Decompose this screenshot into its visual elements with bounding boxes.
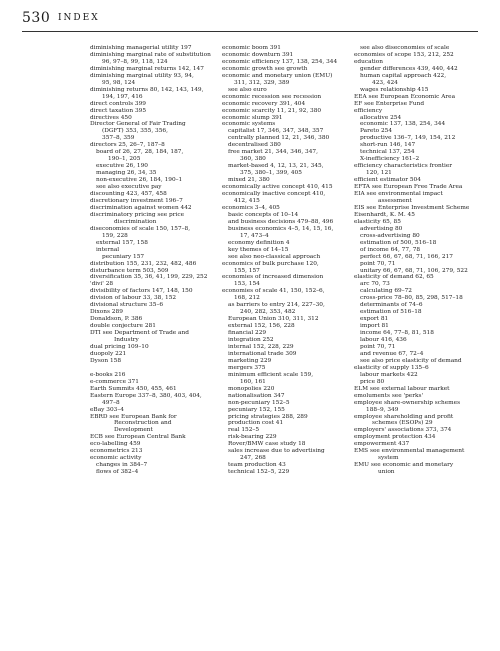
- index-spacer: [90, 365, 205, 372]
- index-entry: 194, 197, 416: [102, 93, 143, 100]
- index-entry: e-books 216: [90, 371, 126, 378]
- index-entry: 155, 157: [234, 267, 260, 274]
- page-header: [0, 10, 500, 32]
- index-entry: directives 450: [90, 114, 132, 121]
- index-entry: integration 252: [228, 337, 274, 344]
- index-entry: Donaldson, P. 386: [90, 316, 143, 323]
- index-entry: economics of bulk purchase 120,: [222, 260, 319, 267]
- index-entry: employee share-ownership schemes: [354, 399, 461, 406]
- index-entry: economics 3–4, 405: [222, 204, 280, 211]
- index-entry: disturbance term 503, 509: [90, 267, 169, 274]
- index-entry: diminishing returns 80, 142, 143, 149,: [90, 86, 204, 93]
- index-entry: employment protection 434: [354, 434, 436, 441]
- index-entry: arc 70, 73: [360, 281, 390, 288]
- index-entry: pricing strategies 288, 289: [228, 413, 308, 420]
- index-entry: 423, 424: [372, 79, 398, 86]
- index-entry: monopolies 220: [228, 385, 275, 392]
- index-entry: discrimination: [114, 218, 157, 225]
- index-entry: internal: [96, 246, 120, 253]
- index-entry: export 81: [360, 316, 389, 323]
- index-entry: economic activity: [90, 455, 142, 462]
- index-entry: 95, 98, 124: [102, 79, 136, 86]
- index-entry: board of 26, 27, 28, 184, 187,: [96, 149, 184, 156]
- index-entry: union: [378, 469, 395, 476]
- index-entry: marketing 229: [228, 357, 272, 364]
- index-entry: income 64, 77–8, 81, 518: [360, 330, 434, 337]
- index-entry: international trade 309: [228, 350, 297, 357]
- index-entry: economically inactive concept 410,: [222, 191, 326, 198]
- index-entry: dual pricing 109–10: [90, 343, 149, 350]
- index-entry: nationalisation 347: [228, 392, 285, 399]
- index-entry: price 80: [360, 378, 385, 385]
- index-entry: EEA see European Economic Area: [354, 93, 456, 100]
- index-entry: allocative 254: [360, 114, 402, 121]
- index-entry: non-pecuniary 152–5: [228, 399, 290, 406]
- running-head: INDEX: [58, 13, 100, 23]
- index-entry: direct taxation 395: [90, 107, 147, 114]
- index-entry: diminishing marginal returns 142, 147: [90, 65, 204, 72]
- index-entry: 311, 312, 329, 389: [234, 79, 290, 86]
- index-entry: diseconomies of scale 150, 157–8,: [90, 225, 191, 232]
- index-entry: EF see Enterprise Fund: [354, 100, 425, 107]
- index-entry: determinants of 74–6: [360, 302, 423, 309]
- index-entry: system: [378, 455, 399, 462]
- index-entry: centrally planned 12, 21, 346, 380: [228, 135, 330, 142]
- index-entry: see also executive pay: [96, 184, 162, 191]
- index-entry: capitalist 17, 346, 347, 348, 357: [228, 128, 324, 135]
- index-entry: economic recovery 391, 404: [222, 100, 306, 107]
- index-entry: economic downturn 391: [222, 51, 294, 58]
- index-entry: EMS see environmental management: [354, 448, 465, 455]
- index-entry: technical 152–5, 229: [228, 469, 290, 476]
- index-entry: see also euro: [228, 86, 267, 93]
- index-entry: elasticity 65, 85: [354, 218, 401, 225]
- index-entry: non-executive 26, 184, 190–1: [96, 177, 183, 184]
- index-entry: economies of scale 41, 150, 152–6,: [222, 288, 325, 295]
- index-entry: cross-price 78–80, 85, 298, 517–18: [360, 295, 463, 302]
- index-entry: executive 26, 190: [96, 163, 148, 170]
- index-entry: perfect 66, 67, 68, 71, 166, 217: [360, 253, 453, 260]
- index-entry: and revenue 67, 72–4: [360, 350, 424, 357]
- index-entry: DTI see Department of Trade and: [90, 330, 189, 337]
- index-entry: economically active concept 410, 415: [222, 184, 333, 191]
- index-entry: diminishing managerial utility 197: [90, 45, 192, 51]
- index-entry: divisibility of factors 147, 148, 150: [90, 288, 193, 295]
- index-entry: mixed 21, 380: [228, 177, 270, 184]
- index-entry: 412, 415: [234, 197, 260, 204]
- index-entry: discretionary investment 196–7: [90, 197, 183, 204]
- index-entry: economic 137, 138, 254, 344: [360, 121, 446, 128]
- index-entry: 357–8, 359: [102, 135, 135, 142]
- index-entry: directors 25, 26–7, 187–8: [90, 142, 165, 149]
- index-entry: labour 416, 436: [360, 337, 407, 344]
- index-entry: divisional structure 35–6: [90, 302, 164, 309]
- index-entry: basic concepts of 10–14: [228, 211, 299, 218]
- index-entry: financial 229: [228, 330, 267, 337]
- index-entry: economy definition 4: [228, 239, 290, 246]
- index-entry: economic recession see recession: [222, 93, 322, 100]
- index-entry: double conjecture 281: [90, 323, 156, 330]
- index-entry: of income 64, 77, 78: [360, 246, 421, 253]
- index-entry: 17, 473–4: [240, 232, 269, 239]
- index-entry: economic efficiency 137, 138, 254, 344: [222, 58, 338, 65]
- index-entry: ECB see European Central Bank: [90, 434, 186, 441]
- index-entry: see also diseconomies of scale: [360, 45, 450, 51]
- index-entry: EMU see economic and monetary: [354, 462, 454, 469]
- index-entry: 247, 268: [240, 455, 266, 462]
- header-rule: [22, 31, 478, 32]
- index-entry: team production 43: [228, 462, 286, 469]
- index-entry: 159, 228: [102, 232, 128, 239]
- index-entry: distribution 155, 231, 232, 482, 486: [90, 260, 197, 267]
- index-entry: employee shareholding and profit: [354, 413, 454, 420]
- index-entry: efficient estimator 504: [354, 177, 421, 184]
- index-entry: key themes of 14–15: [228, 246, 289, 253]
- index-entry: 360, 380: [240, 156, 266, 163]
- index-column-3: [354, 45, 469, 476]
- index-entry: 240, 282, 353, 482: [240, 309, 296, 316]
- index-entry: (DGFT) 353, 355, 356,: [102, 128, 168, 135]
- index-entry: 153, 154: [234, 281, 260, 288]
- index-entry: education: [354, 58, 383, 65]
- index-entry: managing 26, 34, 35: [96, 170, 157, 177]
- index-entry: 96, 97–8, 99, 118, 124: [102, 58, 168, 65]
- index-entry: EIA see environmental impact: [354, 191, 443, 198]
- index-entry: economic boom 391: [222, 45, 281, 51]
- index-entry: 160, 161: [240, 378, 266, 385]
- index-entry: economic systems: [222, 121, 276, 128]
- index-entry: emoluments see 'perks': [354, 392, 424, 399]
- index-entry: economic scarcity 11, 21, 92, 380: [222, 107, 322, 114]
- index-entry: elasticity of demand 62, 65: [354, 274, 434, 281]
- index-entry: assessment: [378, 197, 412, 204]
- index-entry: Development: [114, 427, 153, 434]
- index-entry: production cost 41: [228, 420, 284, 427]
- index-entry: Eastern Europe 337–8, 380, 403, 404,: [90, 392, 202, 399]
- index-entry: employers' associations 373, 374: [354, 427, 452, 434]
- index-entry: e-commerce 371: [90, 378, 139, 385]
- index-entry: economic slump 391: [222, 114, 283, 121]
- index-entry: real 152–5: [228, 427, 260, 434]
- index-entry: European Union 310, 311, 312: [228, 316, 319, 323]
- index-entry: X-inefficiency 161–2: [360, 156, 420, 163]
- index-entry: schemes (ESOPs) 29: [372, 420, 433, 427]
- index-entry: point 70, 71: [360, 260, 396, 267]
- index-column-2: [222, 45, 337, 476]
- index-entry: advertising 80: [360, 225, 403, 232]
- index-entry: 120, 121: [366, 170, 392, 177]
- index-entry: point 70, 71: [360, 343, 396, 350]
- index-entry: market-based 4, 12, 13, 21, 345,: [228, 163, 324, 170]
- index-entry: external 152, 156, 228: [228, 323, 295, 330]
- index-entry: productive 136–7, 149, 154, 212: [360, 135, 456, 142]
- page-number: 530: [22, 10, 51, 26]
- index-column-1: [90, 45, 211, 476]
- index-entry: Director General of Fair Trading: [90, 121, 186, 128]
- index-entry: import 81: [360, 323, 389, 330]
- index-entry: eco-labelling 459: [90, 441, 141, 448]
- index-entry: diminishing marginal utility 93, 94,: [90, 72, 194, 79]
- index-entry: see also neo-classical approach: [228, 253, 321, 260]
- index-entry: 375, 380–1, 399, 405: [240, 170, 302, 177]
- index-entry: 188–9, 349: [366, 406, 399, 413]
- index-entry: 190–1, 205: [108, 156, 141, 163]
- index-entry: business economics 4–5, 14, 15, 16,: [228, 225, 334, 232]
- index-entry: EBRD see European Bank for: [90, 413, 177, 420]
- index-entry: risk-bearing 229: [228, 434, 277, 441]
- index-entry: discriminatory pricing see price: [90, 211, 185, 218]
- index-entry: internal 152, 228, 229: [228, 343, 294, 350]
- index-entry: EFTA see European Free Trade Area: [354, 184, 463, 191]
- index-entry: technical 137, 254: [360, 149, 415, 156]
- index-entry: Industry: [114, 337, 139, 344]
- index-entry: unitary 66, 67, 68, 71, 106, 279, 522: [360, 267, 468, 274]
- index-entry: free market 21, 344, 346, 347,: [228, 149, 318, 156]
- index-entry: direct controls 399: [90, 100, 146, 107]
- index-entry: Eisenhardt, K. M. 45: [354, 211, 415, 218]
- index-entry: diversification 35, 36, 41, 199, 229, 252: [90, 274, 208, 281]
- index-entry: external 157, 158: [96, 239, 148, 246]
- index-entry: estimation of 516–18: [360, 309, 422, 316]
- index-entry: division of labour 33, 38, 152: [90, 295, 177, 302]
- index-entry: changes in 384–7: [96, 462, 148, 469]
- index-entry: 497–8: [102, 399, 120, 406]
- index-entry: Rover/BMW case study 18: [228, 441, 306, 448]
- index-entry: discrimination against women 442: [90, 204, 192, 211]
- index-entry: estimation of 500, 516–18: [360, 239, 437, 246]
- index-entry: pecuniary 157: [102, 253, 145, 260]
- index-entry: efficiency characteristics frontier: [354, 163, 453, 170]
- index-entry: EIS see Enterprise Investment Scheme: [354, 204, 470, 211]
- index-entry: economic and monetary union (EMU): [222, 72, 333, 79]
- index-entry: ELM see external labour market: [354, 385, 450, 392]
- index-entry: economic growth see growth: [222, 65, 308, 72]
- index-entry: flows of 382–4: [96, 469, 139, 476]
- index-entry: discounting 423, 457, 458: [90, 191, 167, 198]
- index-entry: econometrics 213: [90, 448, 143, 455]
- index-entry: decentralised 380: [228, 142, 281, 149]
- index-entry: pecuniary 152, 155: [228, 406, 285, 413]
- index-entry: see also price elasticity of demand: [360, 357, 462, 364]
- index-entry: 'divi' 28: [90, 281, 114, 288]
- index-entry: Dixons 289: [90, 309, 123, 316]
- index-entry: as barriers to entry 214, 227–30,: [228, 302, 325, 309]
- index-entry: efficiency: [354, 107, 383, 114]
- index-entry: and business decisions 479–88, 496: [228, 218, 334, 225]
- index-entry: Pareto 254: [360, 128, 393, 135]
- index-entry: mergers 375: [228, 364, 266, 371]
- index-entry: gender differences 439, 440, 442: [360, 65, 458, 72]
- index-entry: human capital approach 422,: [360, 72, 447, 79]
- index-entry: Earth Summits 450, 455, 461: [90, 385, 177, 392]
- index-entry: Reconstruction and: [114, 420, 172, 427]
- index-entry: elasticity of supply 135–6: [354, 364, 429, 371]
- index-entry: economies of increased dimension: [222, 274, 324, 281]
- index-entry: labour markets 422: [360, 371, 418, 378]
- index-entry: empowerment 437: [354, 441, 410, 448]
- index-entry: minimum efficient scale 159,: [228, 371, 314, 378]
- index-entry: cross-advertising 80: [360, 232, 420, 239]
- index-entry: duopoly 221: [90, 350, 127, 357]
- index-entry: wages relationship 415: [360, 86, 429, 93]
- index-entry: 168, 212: [234, 295, 260, 302]
- index-entry: short-run 146, 147: [360, 142, 416, 149]
- index-entry: economies of scope 153, 212, 252: [354, 51, 454, 58]
- index-entry: eBay 303–4: [90, 406, 124, 413]
- index-entry: sales increase due to advertising: [228, 448, 325, 455]
- index-entry: calculating 69–72: [360, 288, 412, 295]
- index-entry: diminishing marginal rate of substitution: [90, 51, 211, 58]
- index-entry: Dyson 158: [90, 357, 122, 364]
